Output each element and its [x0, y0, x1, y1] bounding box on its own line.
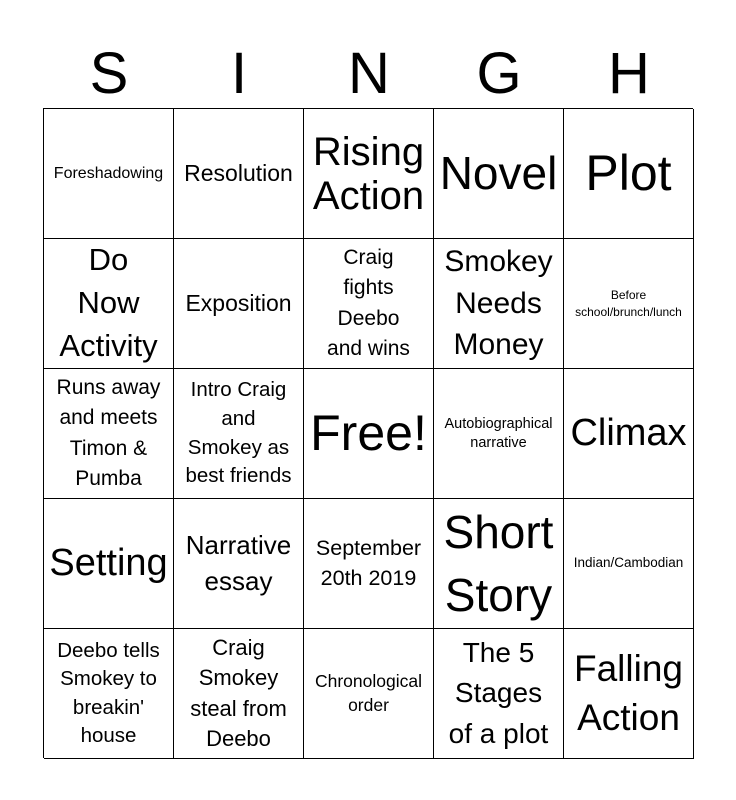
- bingo-cell[interactable]: Short Story: [434, 499, 564, 629]
- bingo-cell[interactable]: Setting: [44, 499, 174, 629]
- bingo-cell[interactable]: Plot: [564, 109, 694, 239]
- header-letter-s: S: [89, 41, 129, 106]
- bingo-grid: [43, 108, 693, 758]
- bingo-cell[interactable]: Craig fights Deebo and wins: [304, 239, 434, 369]
- header-letter-i: I: [230, 41, 248, 106]
- bingo-cell[interactable]: Novel: [434, 109, 564, 239]
- bingo-cell[interactable]: Runs away and meets Timon & Pumba: [44, 369, 174, 499]
- bingo-cell[interactable]: Foreshadowing: [44, 109, 174, 239]
- header-letter-g: G: [476, 41, 522, 106]
- bingo-header: [44, 40, 694, 108]
- bingo-cell[interactable]: Chronological order: [304, 629, 434, 759]
- bingo-cell[interactable]: Smokey Needs Money: [434, 239, 564, 369]
- bingo-cell[interactable]: Before school/brunch/lunch: [564, 239, 694, 369]
- bingo-cell[interactable]: Exposition: [174, 239, 304, 369]
- bingo-cell[interactable]: Narrative essay: [174, 499, 304, 629]
- bingo-cell[interactable]: Craig Smokey steal from Deebo: [174, 629, 304, 759]
- bingo-cell[interactable]: The 5 Stages of a plot: [434, 629, 564, 759]
- header-letter-h: H: [608, 41, 650, 106]
- bingo-cell[interactable]: Falling Action: [564, 629, 694, 759]
- bingo-cell[interactable]: Resolution: [174, 109, 304, 239]
- bingo-cell[interactable]: Rising Action: [304, 109, 434, 239]
- bingo-cell[interactable]: September 20th 2019: [304, 499, 434, 629]
- bingo-cell[interactable]: Autobiographical narrative: [434, 369, 564, 499]
- bingo-cell[interactable]: Indian/Cambodian: [564, 499, 694, 629]
- header-letter-n: N: [348, 41, 390, 106]
- bingo-cell[interactable]: Deebo tells Smokey to breakin' house: [44, 629, 174, 759]
- bingo-cell[interactable]: Intro Craig and Smokey as best friends: [174, 369, 304, 499]
- free-space[interactable]: Free!: [304, 369, 434, 499]
- bingo-cell[interactable]: Do Now Activity: [44, 239, 174, 369]
- bingo-cell[interactable]: Climax: [564, 369, 694, 499]
